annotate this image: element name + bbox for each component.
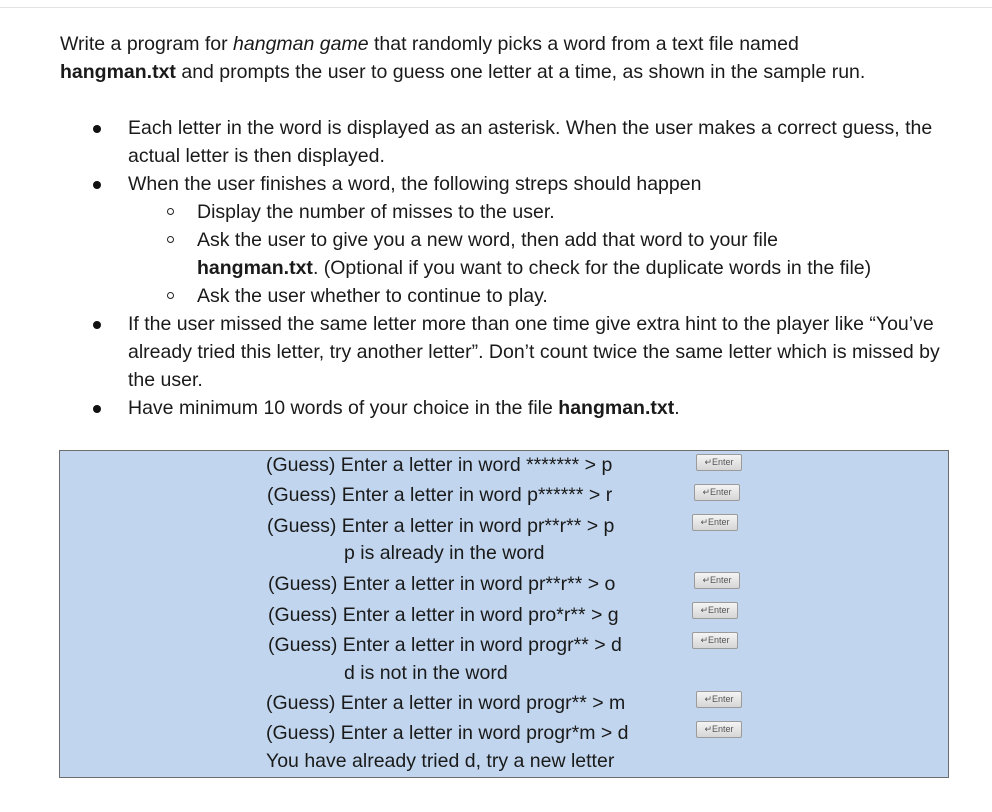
intro-text-1: Write a program for: [60, 33, 234, 55]
bullet-icon: [93, 125, 101, 133]
hollow-bullet-icon: [167, 236, 174, 243]
enter-key-icon: ↵Enter: [692, 632, 738, 649]
bullet-text-asterisk: Each letter in the word is displayed as an asterisk. When the user makes a correct guess, the actual letter is then displayed.: [128, 117, 933, 167]
enter-key-icon: ↵Enter: [694, 572, 740, 589]
bullet-text-min-words: Have minimum 10 words of your choice in the file: [128, 397, 559, 419]
sub-bullet-item: [128, 282, 960, 310]
enter-key-icon: ↵Enter: [696, 691, 742, 708]
sub-filename: hangman.txt: [197, 257, 313, 279]
bullet-text-repeat-miss: If the user missed the same letter more than one time give extra hint to the player like “You’ve already tried this letter, try another letter”. Don’t count twice the same letter which is missed by the user.: [128, 313, 940, 391]
top-divider: [0, 7, 992, 8]
bullet-item: [60, 310, 960, 394]
bullet-text-finish-word: When the user finishes a word, the following streps should happen: [128, 173, 702, 195]
sub-text-misses: Display the number of misses to the user.: [197, 201, 555, 223]
sub-bullet-item: [128, 198, 960, 226]
requirements-list: [60, 114, 960, 422]
sample-line: (Guess) Enter a letter in word pr**r** > o: [268, 573, 616, 595]
hollow-bullet-icon: [167, 292, 174, 299]
intro-text-3: and prompts the user to guess one letter at a time, as shown in the sample run.: [175, 61, 866, 83]
sample-line: You have already tried d, try a new letter: [266, 750, 615, 772]
sub-text-new-word: Ask the user to give you a new word, then add that word to your file: [197, 229, 778, 251]
sample-line: p is already in the word: [344, 542, 545, 564]
sample-run-box: [59, 450, 949, 778]
sample-line: d is not in the word: [344, 662, 508, 684]
bullet-item: [60, 170, 960, 310]
sub-text-optional: . (Optional if you want to check for the duplicate words in the file): [312, 257, 872, 279]
bullet-icon: [93, 405, 101, 413]
bullet-period: .: [674, 397, 680, 419]
enter-key-icon: ↵Enter: [696, 721, 742, 738]
bullet-icon: [93, 181, 101, 189]
sub-list: [128, 198, 960, 310]
enter-key-icon: ↵Enter: [696, 454, 742, 471]
sample-line: (Guess) Enter a letter in word progr** > d: [268, 634, 622, 656]
enter-key-icon: ↵Enter: [694, 484, 740, 501]
sample-line: (Guess) Enter a letter in word progr*m > d: [266, 722, 629, 744]
bullet-item: [60, 394, 960, 422]
assignment-document: [60, 30, 960, 422]
sample-line: (Guess) Enter a letter in word ******* > p: [266, 454, 613, 476]
intro-italic-game: hangman game: [233, 33, 369, 55]
sub-bullet-item: [128, 226, 960, 282]
sample-line: (Guess) Enter a letter in word p****** > r: [267, 484, 613, 506]
intro-paragraph: [60, 30, 960, 86]
bullet-filename: hangman.txt: [558, 397, 675, 419]
sample-line: (Guess) Enter a letter in word pr**r** > p: [267, 515, 615, 537]
intro-filename: hangman.txt: [60, 61, 176, 83]
bullet-icon: [93, 321, 101, 329]
enter-key-icon: ↵Enter: [692, 514, 738, 531]
bullet-item: [60, 114, 960, 170]
intro-text-2: that randomly picks a word from a text file named: [368, 33, 799, 55]
enter-key-icon: ↵Enter: [692, 602, 738, 619]
sub-text-continue: Ask the user whether to continue to play.: [197, 285, 548, 307]
sample-line: (Guess) Enter a letter in word progr** > m: [266, 692, 626, 714]
hollow-bullet-icon: [167, 208, 174, 215]
sample-line: (Guess) Enter a letter in word pro*r** > g: [268, 604, 619, 626]
